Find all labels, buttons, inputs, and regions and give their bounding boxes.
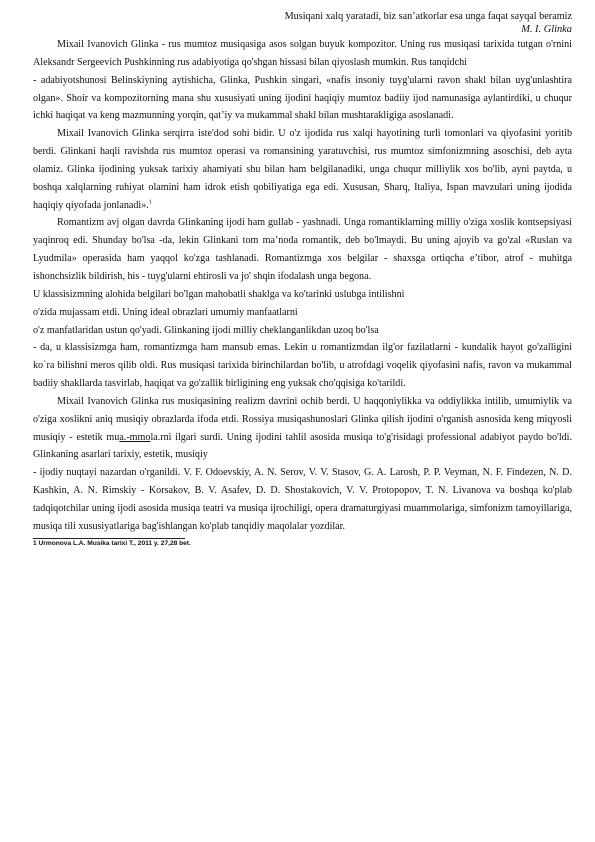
text-line: U klassisizmning alohida belgilari bo'lgan mahobatli shaklga va ko'tarinki uslubga intilishni — [33, 288, 405, 300]
text-line: o'zida mujassam etdi. Uning ideal obrazlari umumiy manfaatlarni — [33, 306, 298, 318]
paragraph-belinsky: - adabiyotshunosi Belinskiyning aytishicha, Glinka, Pushkin singari, «nafis insoniy tuyg'ularni ravon shakl bilan uyg'unlashtira olgan». Shoir va kompozitorning mana shu xususiyati uning ijodini haqiqiy mumtoz badiiy ijod namunasiga aylantirdiki, u chuqur ichki haqiqat va keng mazmunning yorqin, qat’iy va mukammal shakl bilan mushtarakligiga asoslanadi. — [33, 74, 572, 122]
footnote-reference[interactable]: 1 — [148, 199, 152, 206]
epigraph — [33, 10, 572, 36]
epigraph-quote: Musiqani xalq yaratadi, biz san’atkorlar esa unga faqat sayqal beramiz — [284, 11, 572, 22]
paragraph-realism-text-end: la.rni ilgari surdi. Uning ijodini tahlil asosida musiqa to'g'risidagi professional adabiyot paydo bo'ldi. Glinkaning asarlari tarixiy, estetik, musiqiy — [33, 431, 572, 461]
paragraph-realism-text: Mixail Ivanovich Glinka rus musiqasining realizm davrini ochib berdi. U haqqoniylikka va oddiylikka intilib, umumiylik va o'ziga xoslikni aniq musiqiy obrazlarda ifoda etdi. Rossiya musiqashunoslari Glinka qilish ijodini o'rganish asnosida keng miqyosli musiqiy - estetik mu — [33, 395, 572, 443]
underlined-fragment: a.-mmo — [119, 431, 151, 443]
paragraph-versatility-text: Mixail Ivanovich Glinka serqirra iste'dod sohi bidir. U o'z ijodida rus xalqi hayotining turli tomonlari va qiyofasini yoritib berdi. Glinkani haqli ravishda rus mumtoz operasi va romansining yaratuvchisi, rus mumtoz simfonizmning asoschisi, deb ayta olamiz. Glinka ijodining yuksak tarixiy ahamiyati shu bilan ham belgilanadiki, unga chuqur milliylik xos bo'lib, ayni paytda, u boshqa xalqlarning ruhiyat olamini ham idrok etish qobiliyatiga ega edi. Xususan, Sharq, Italiya, Ispan mavzulari uning ijodida haqiqiy qiyofada jonlanadi». — [33, 128, 572, 211]
text-line: o'z manfatlaridan ustun qo'yadi. Glinkaning ijodi milliy cheklanganlikdan uzoq bo'lsa — [33, 324, 379, 336]
paragraph-intro: Mixail Ivanovich Glinka - rus mumtoz musiqasiga asos solgan buyuk kompozitor. Uning rus musiqasi tarixida tutgan o'rnini Aleksandr Sergeevich Pushkinning rus adabiyotiga qo'shgan hissasi bilan qiyoslash mumkin. Rus tanqidchi — [33, 39, 572, 68]
epigraph-author: M. I. Glinka — [521, 24, 572, 35]
paragraph-romanticism: Romantizm avj olgan davrda Glinkaning ijodi ham gullab - yashnadi. Unga romantiklarning milliy o'ziga xoslik kontsepsiyasi yaqinroq edi. Shunday bo'lsa -da, lekin Glinkani tom ma’noda romantik, deb bo'lmaydi. Bu uning ajoyib va go'zal «Ruslan va Lyudmila» operasida ham yaqqol ko'zga tashlanadi. Romantizmga xos belgilar - shaxsga ortiqcha e’tibor, atrof - muhitga ishonchsizlik bildirish, his - tuyg'ularni ehtirosli va jo' shqin ifodalash unga begona. — [33, 217, 572, 282]
paragraph-classicism: - da, u klassisizmga ham, romantizmga ham mansub emas. Lekin u romantizmdan ilg'or fazilatlarni - kundalik hayot go'zalligini ko`ra bilishni meros qilib oldi. Rus musiqasi tarixida birinchilardan bo'lib, u atrofdagi voqelik qiyofasini nafis, ravon va mukammal badiiy shakllarda tasvirlab, haqiqat va go'zallik birligining eng yuksak cho'qqisiga ko'tarildi. — [33, 342, 572, 390]
paragraph-realism — [33, 393, 572, 464]
paragraph-versatility — [33, 125, 572, 214]
document-page — [33, 10, 572, 548]
footnote: 1 Urmonova L.A. Musika tarixi T., 2011 y. 27,28 bet. — [33, 539, 191, 547]
paragraph-researchers: - ijodiy nuqtayi nazardan o'rganildi. V. F. Odoevskiy, A. N. Serov, V. V. Stasov, G. A. Larosh, P. P. Veyman, N. F. Findezen, N. D. Kashkin, A. N. Rimskiy - Korsakov, B. V. Asafev, D. D. Shostakovich, V. V. Protopopov, T. N. Livanova va boshqa ko'plab tadqiqotchilar uning ijodi asosida musiqa teatri va musiqa ijrochiligi, opera dramaturgiyasi muammolariga, simfonizm tamoyillariga, musiqa tili xususiyatlariga bag'ishlangan ko'plab tanqidiy maqolalar yozdilar. — [33, 467, 572, 532]
